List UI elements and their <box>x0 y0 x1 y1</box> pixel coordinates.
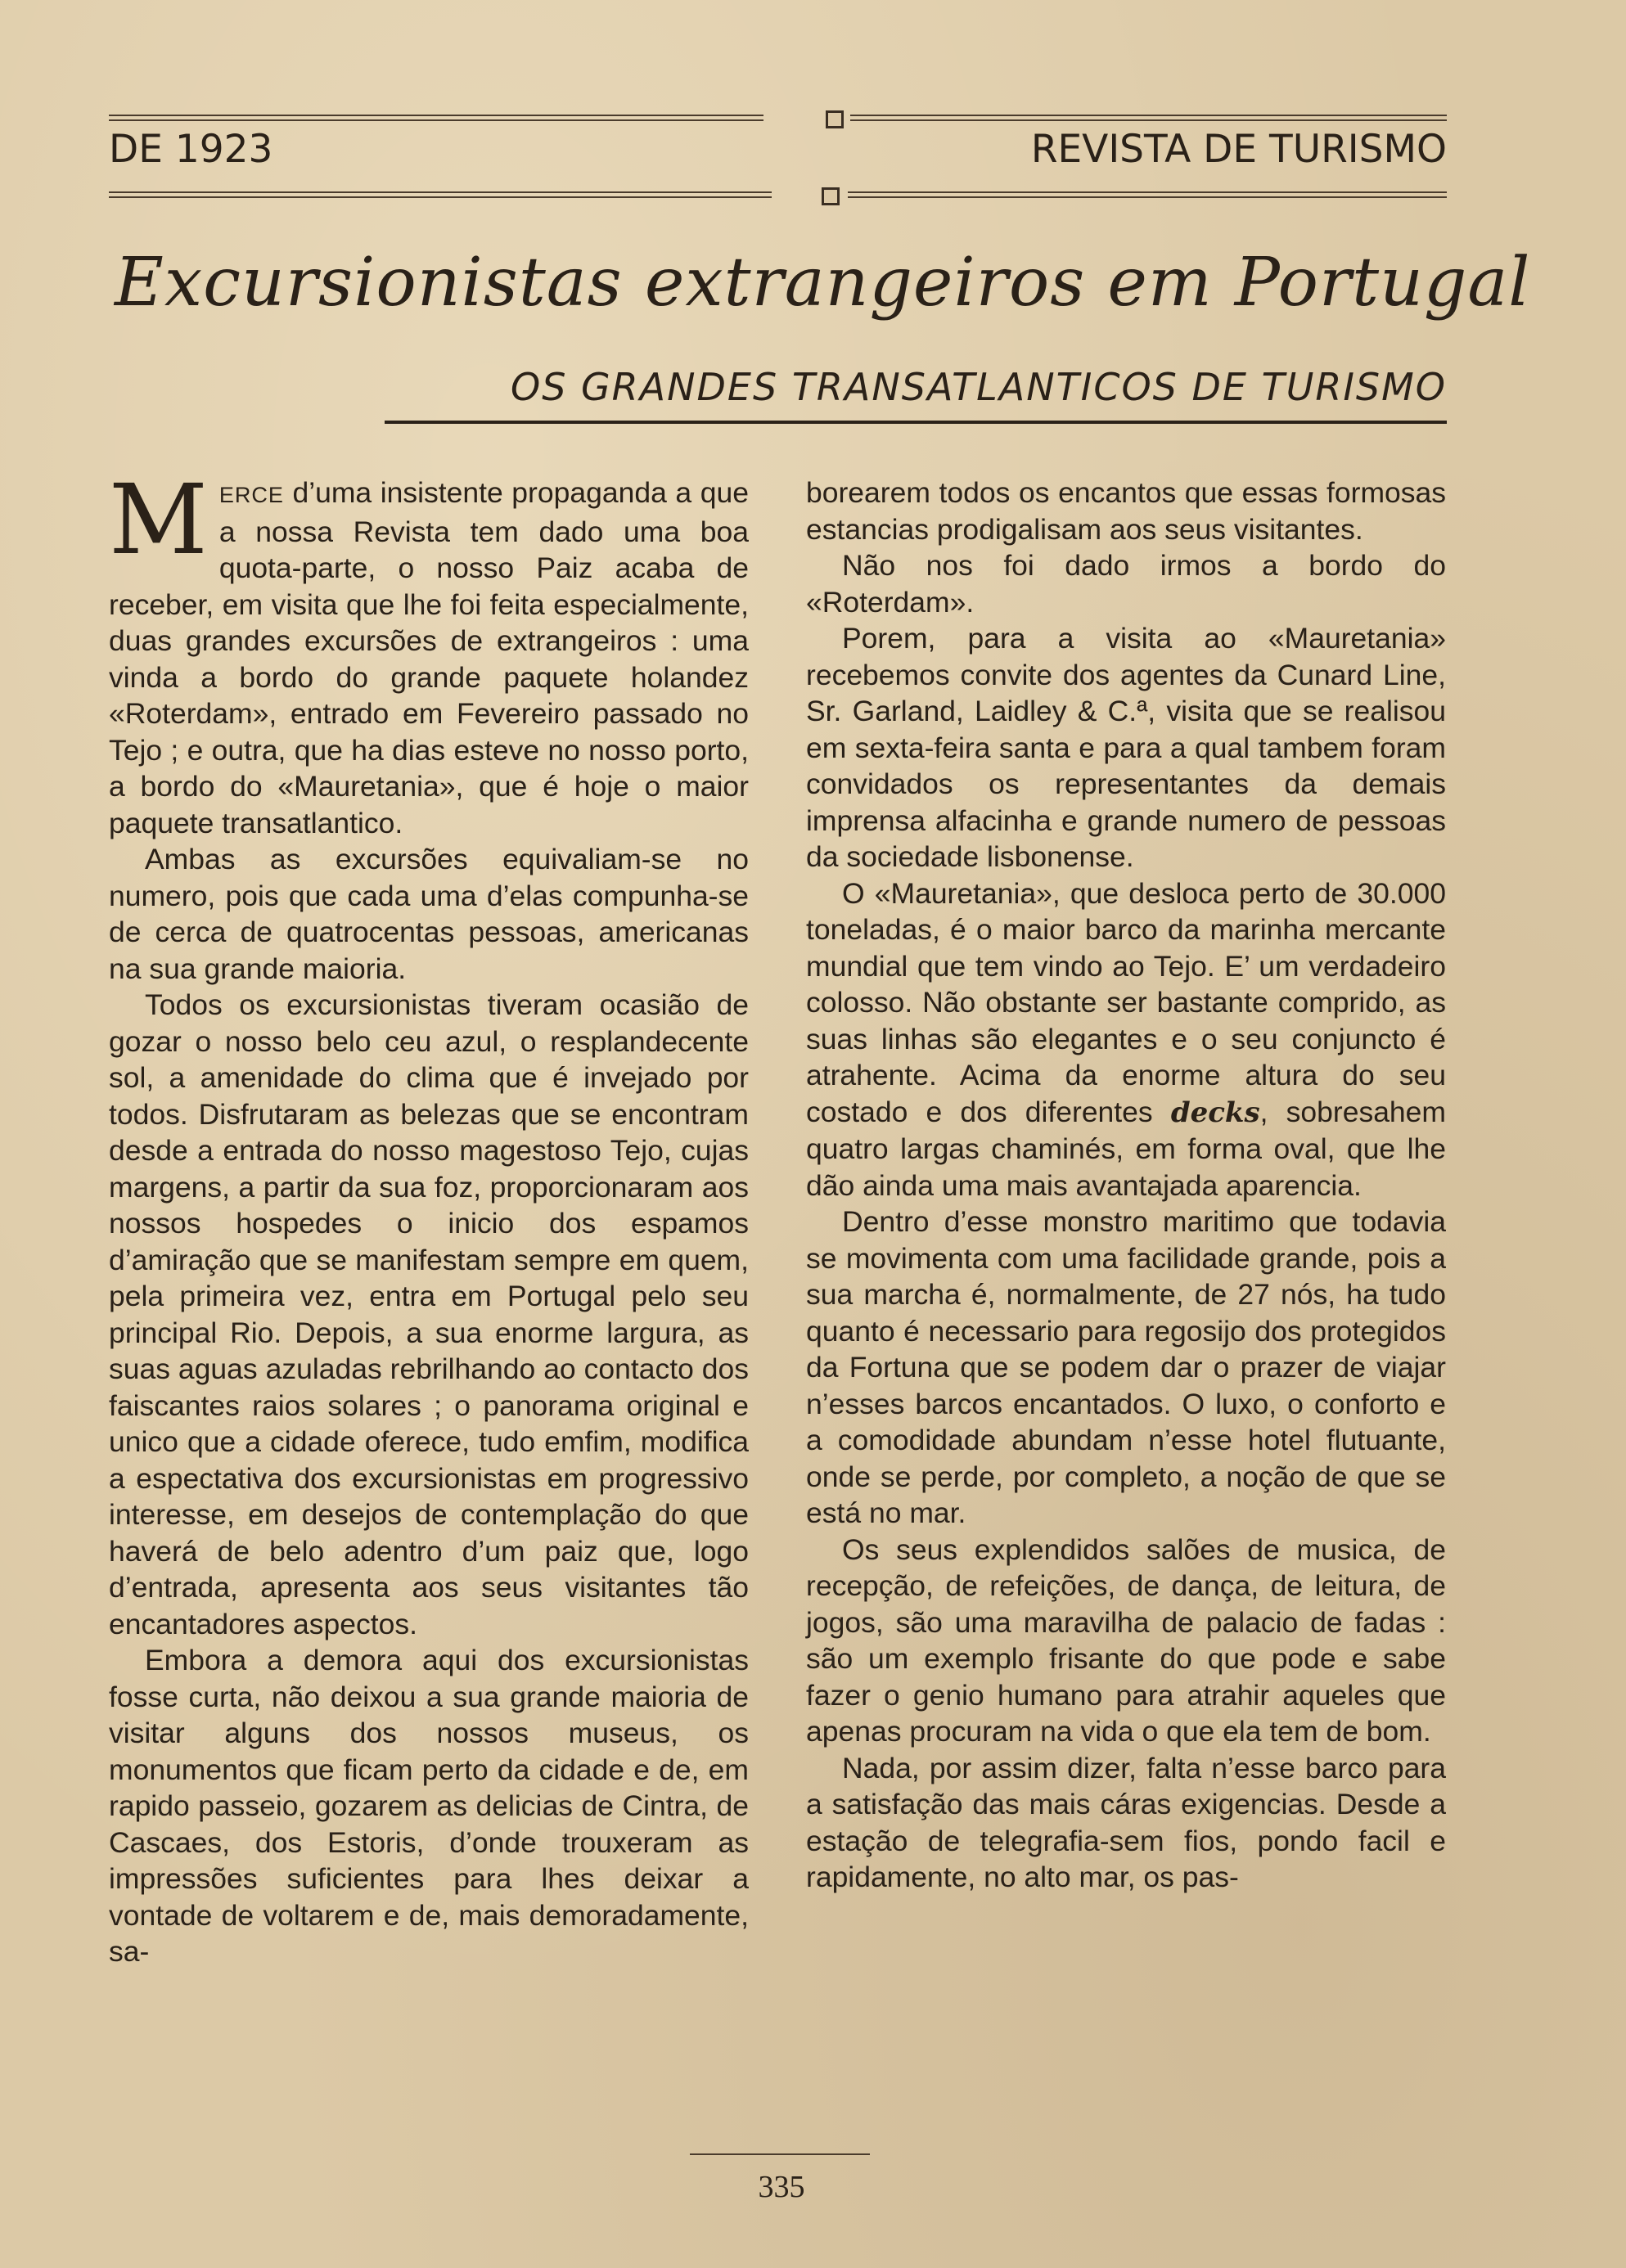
paragraph <box>806 875 1446 1204</box>
article-title: Excursionistas extrangeiros em Portugal <box>115 244 1531 322</box>
paragraph: Não nos foi dado irmos a bordo do «Roterdam». <box>806 549 1446 619</box>
paragraph: Ambas as excursões equivaliam-se no numero, pois que cada uma d’elas compunha-se de cerca de quatrocentas pessoas, americanas na sua grande maioria. <box>109 843 749 985</box>
left-column <box>109 463 749 1970</box>
paragraph: Os seus explendidos salões de musica, de recepção, de refeições, de dança, de leitura, de jogos, são uma maravilha de palacio de fadas : são um exemplo frisante do que pode e sabe fazer o genio humano para atrahir aqueles que apenas procuram na vida o que ela tem de bom. <box>806 1532 1446 1748</box>
paragraph-text: , sobresahem quatro largas chaminés, em forma oval, que lhe dão ainda uma mais avantajada aparencia. <box>806 1095 1446 1202</box>
header-bottom-rule <box>109 187 1447 207</box>
issue-date: DE 1923 <box>109 127 273 172</box>
paragraph: Porem, para a visita ao «Mauretania» recebemos convite dos agentes da Cunard Line, Sr. Garland, Laidley & C.ª, visita que se realisou em sexta-feira santa e para a qual tambem foram convidados os representantes da demais imprensa alfacinha e grande numero de pessoas da sociedade lisbonense. <box>806 622 1446 873</box>
paragraph-text: d’uma insistente propaganda a que a nossa Revista tem dado uma boa quota-parte, o nosso Paiz acaba de receber, em visita que lhe foi feita especialmente, duas grandes excursões de extrangeiros : uma vinda a bordo do grande paquete holandez «Roterdam», entrado em Fevereiro passado no Tejo ; e outra, que ha dias esteve no nosso porto, a bordo do «Mauretania», que é hoje o maior paquete transatlantico. <box>109 476 749 839</box>
rule-line <box>850 115 1447 121</box>
paragraph: Dentro d’esse monstro maritimo que todavia se movimenta com uma facilidade grande, pois a sua marcha é, normalmente, de 27 nós, ha tudo quanto é necessario para regosijo dos protegidos da Fortuna que se podem dar o prazer de viajar n’esses barcos encantados. O luxo, o conforto e a comodidade abundam n’esse hotel flutuante, onde se perde, por completo, a noção de que se está no mar. <box>806 1205 1446 1529</box>
paragraph: borearem todos os encantos que essas formosas estancias prodigalisam aos seus visitantes. <box>806 476 1446 546</box>
rule-line <box>109 191 772 198</box>
subtitle-rule <box>385 421 1447 424</box>
drop-cap: M <box>109 463 208 576</box>
rule-ornament <box>826 110 844 128</box>
rule-line <box>109 115 763 121</box>
paragraph-text: O «Mauretania», que desloca perto de 30.000 toneladas, é o maior barco da marinha mercante mundial que tem vindo ao Tejo. E’ um verdadeiro colosso. Não obstante ser bastante comprido, as suas linhas são elegantes e o seu conjuncto é atrahente. Acima da enorme altura do seu costado e dos diferentes <box>806 876 1446 1128</box>
rule-ornament <box>822 187 840 205</box>
publication-name: REVISTA DE TURISMO <box>1030 127 1447 172</box>
emphasis-decks: decks <box>1170 1096 1260 1129</box>
paragraph: Nada, por assim dizer, falta n’esse barco para a satisfação das mais cáras exigencias. Desde a estação de telegrafia-sem fios, pondo facil e rapidamente, no alto mar, os pas- <box>806 1751 1446 1893</box>
folio-rule <box>690 2153 870 2155</box>
page-number: 335 <box>758 2170 805 2204</box>
rule-line <box>848 191 1447 198</box>
paragraph <box>109 463 749 841</box>
paragraph: Todos os excursionistas tiveram ocasião de gozar o nosso belo ceu azul, o resplandecente sol, a amenidade do clima que é invejado por todos. Disfrutaram as belezas que se encontram desde a entrada do nosso magestoso Tejo, cujas margens, a partir da sua foz, proporcionaram aos nossos hospedes o inicio dos espamos d’amiração que se manifestam sempre em quem, pela primeira vez, entra em Portugal pelo seu principal Rio. Depois, a sua enorme largura, as suas aguas azuladas rebrilhando ao contacto dos faiscantes raios solares ; o panorama original e unico que a cidade oferece, tudo emfim, modifica a espectativa dos excursionistas em progressivo interesse, em desejos de contemplação do que haverá de belo adentro d’um paiz que, logo d’entrada, apresenta aos seus visitantes tão encantadores aspectos. <box>109 988 749 1640</box>
article-subtitle: OS GRANDES TRANSATLANTICOS DE TURISMO <box>511 365 1447 409</box>
right-column <box>806 475 1446 1896</box>
running-head <box>109 127 1447 176</box>
lead-smallcaps: ERCE <box>218 483 284 507</box>
paragraph: Embora a demora aqui dos excursionistas fosse curta, não deixou a sua grande maioria de visitar alguns dos nossos museus, os monumentos que ficam perto da cidade e de, em rapido passeio, gozarem as delicias de Cintra, de Cascaes, dos Estoris, d’onde trouxeram as impressões suficientes para lhes deixar a vontade de voltarem e de, mais demoradamente, sa- <box>109 1644 749 1968</box>
